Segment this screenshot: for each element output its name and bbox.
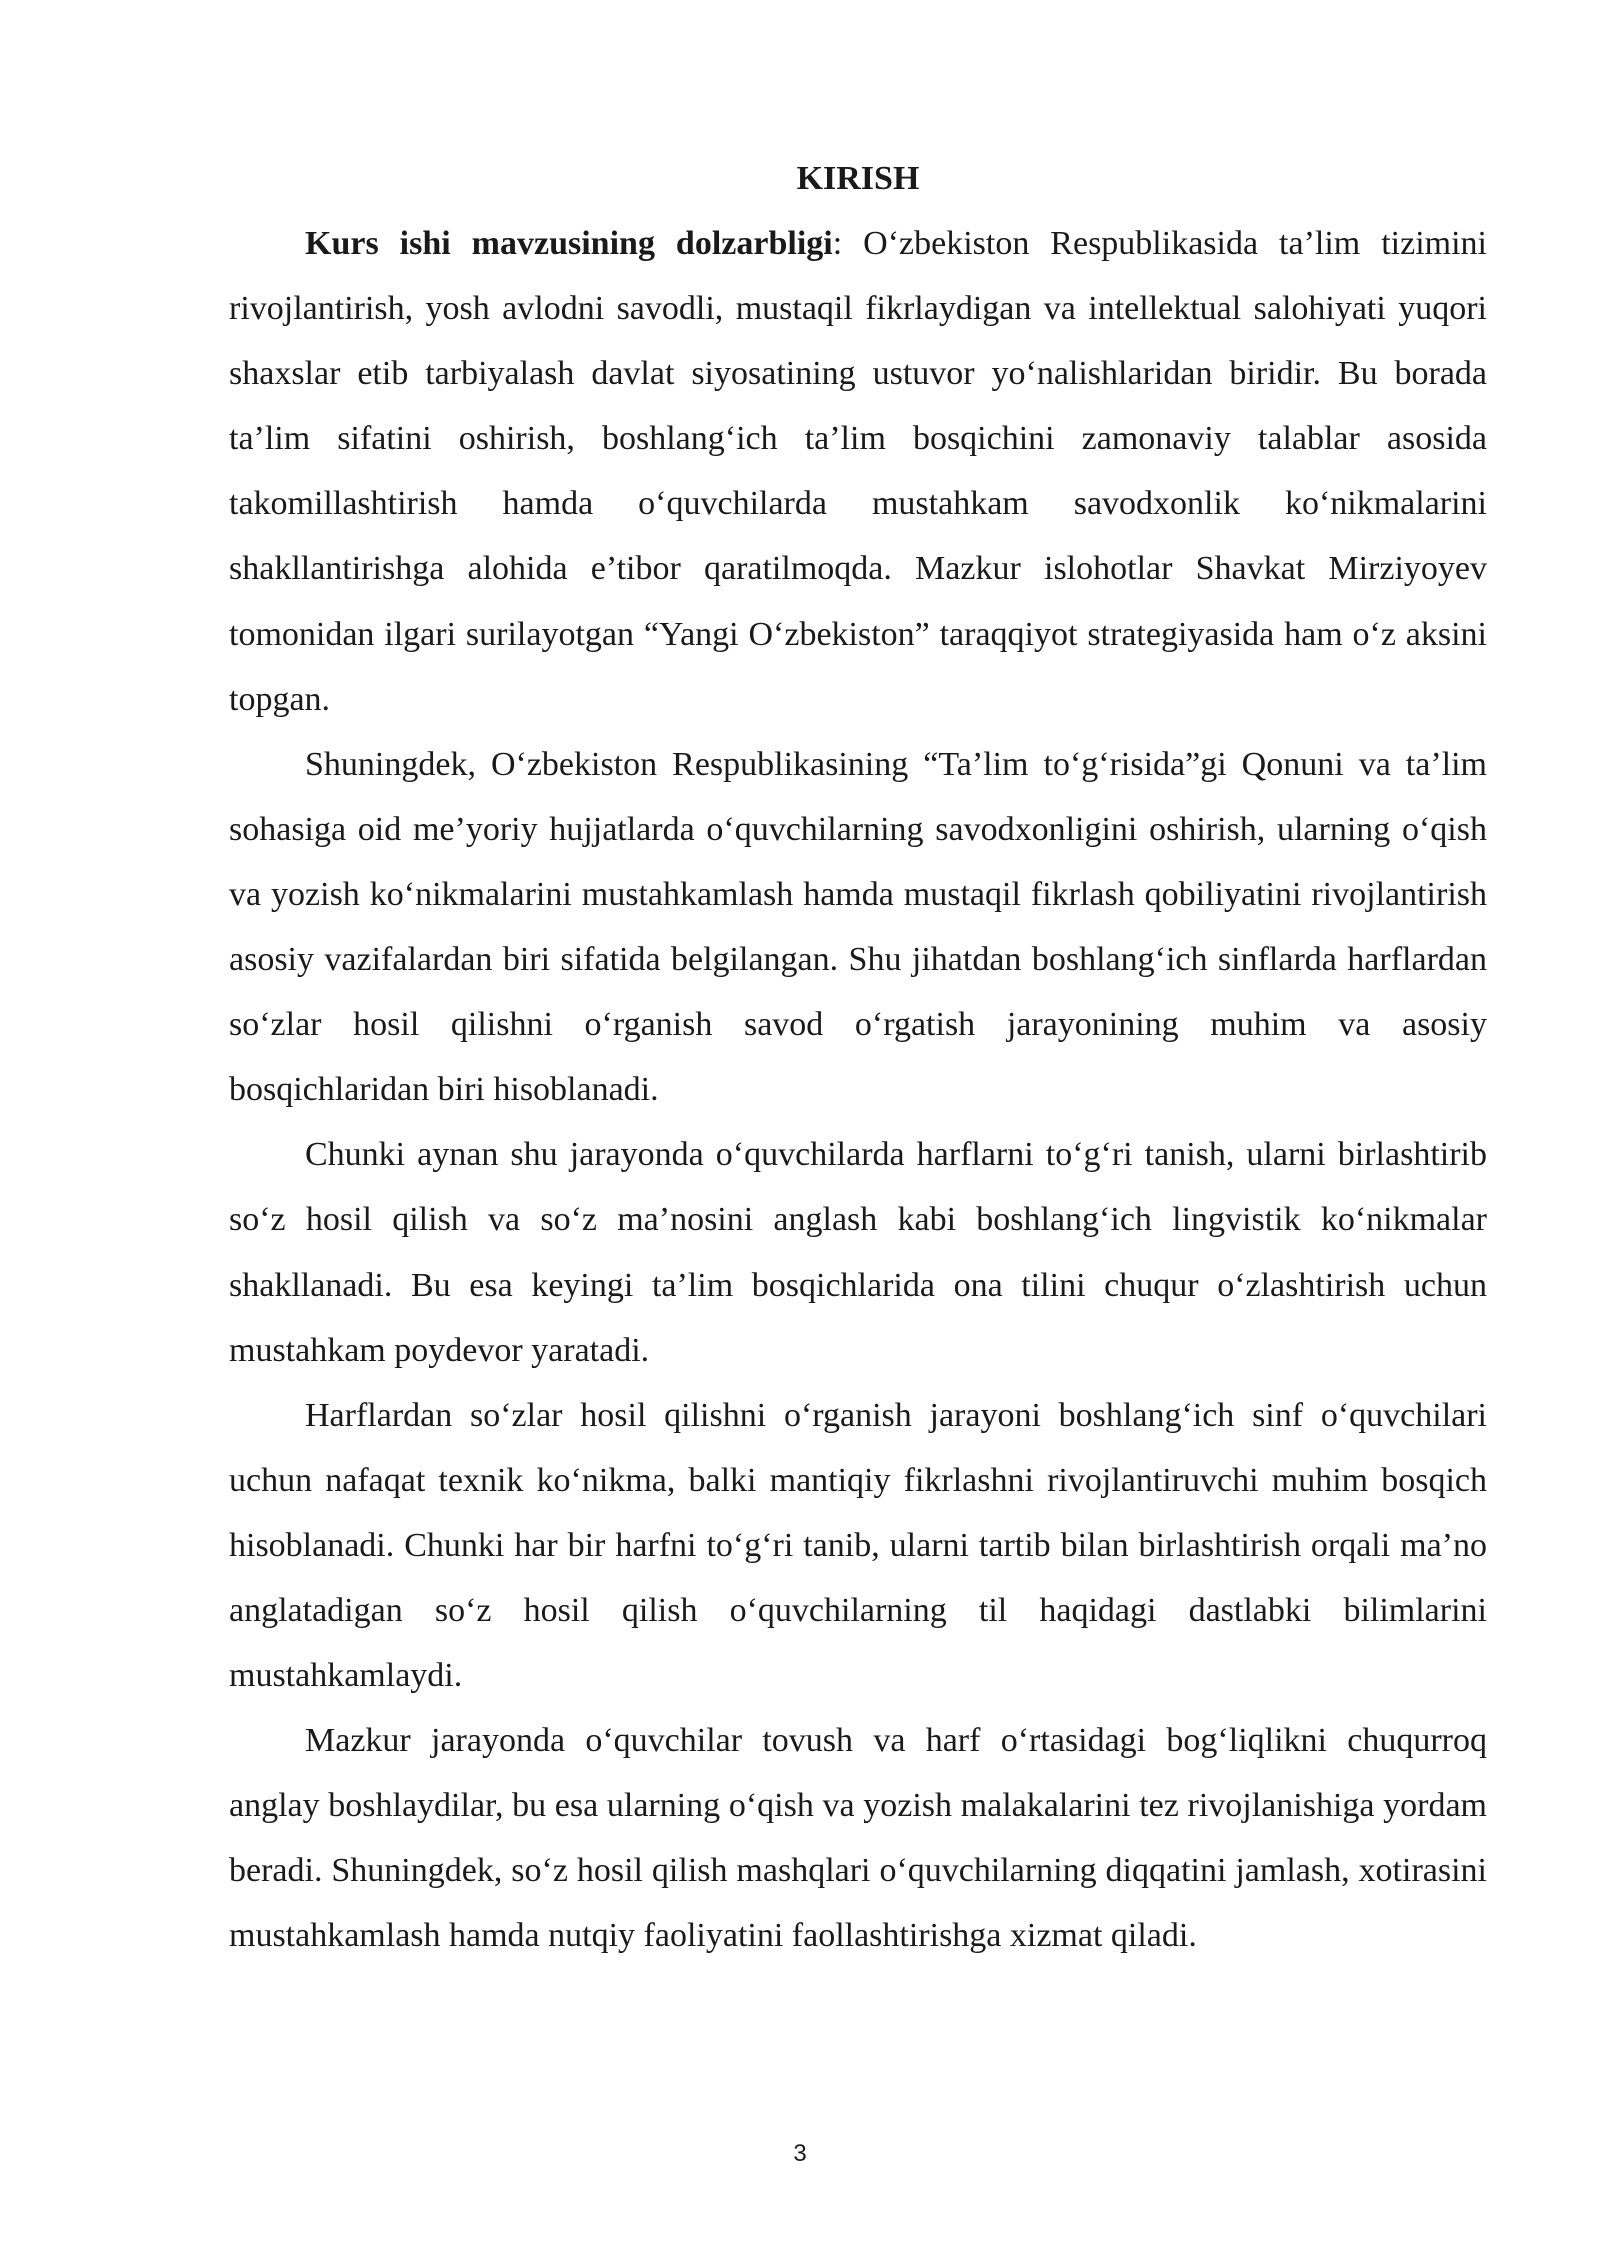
section-heading: KIRISH	[796, 160, 920, 197]
page-content	[229, 146, 1487, 1969]
intro-lead: Kurs ishi mavzusining dolzarbligi	[305, 225, 833, 262]
paragraph-2: Shuningdek, O‘zbekiston Respublikasining “Ta’lim to‘g‘risida”gi Qonuni va ta’lim sohasiga oid me’yoriy hujjatlarda o‘quvchilarning savodxonligini oshirish, ularning o‘qish va yozish ko‘nikmalarini mustahkamlash hamda mustaqil fikrlash qobiliyatini rivojlantirish asosiy vazifalardan biri sifatida belgilangan. Shu jihatdan boshlang‘ich sinflarda harflardan so‘zlar hosil qilishni o‘rganish savod o‘rgatish jarayonining muhim va asosiy bosqichlaridan biri hisoblanadi.	[229, 745, 1487, 1109]
paragraph-4: Harflardan so‘zlar hosil qilishni o‘rganish jarayoni boshlang‘ich sinf o‘quvchilari uchun nafaqat texnik ko‘nikma, balki mantiqiy fikrlashni rivojlantiruvchi muhim bosqich hisoblanadi. Chunki har bir harfni to‘g‘ri tanib, ularni tartib bilan birlashtirish orqali ma’no anglatadigan so‘z hosil qilish o‘quvchilarning til haqidagi dastlabki bilimlarini mustahkamlaydi.	[229, 1396, 1487, 1695]
paragraph-3: Chunki aynan shu jarayonda o‘quvchilarda harflarni to‘g‘ri tanish, ularni birlashtirib so‘z hosil qilish va so‘z ma’nosini anglash kabi boshlang‘ich lingvistik ko‘nikmalar shakllanadi. Bu esa keyingi ta’lim bosqichlarida ona tilini chuqur o‘zlashtirish uchun mustahkam poydevor yaratadi.	[229, 1136, 1487, 1369]
intro-paragraph	[229, 211, 1487, 732]
page-number: 3	[793, 2140, 807, 2167]
paragraph-5: Mazkur jarayonda o‘quvchilar tovush va harf o‘rtasidagi bog‘liqlikni chuqurroq anglay boshlaydilar, bu esa ularning o‘qish va yozish malakalarini tez rivojlanishiga yordam beradi. Shuningdek, so‘z hosil qilish mashqlari o‘quvchilarning diqqatini jamlash, xotirasini mustahkamlash hamda nutqiy faoliyatini faollashtirishga xizmat qiladi.	[229, 1722, 1487, 1955]
intro-text: : O‘zbekiston Respublikasida ta’lim tizimini rivojlantirish, yosh avlodni savodli, mustaqil fikrlaydigan va intellektual salohiyati yuqori shaxslar etib tarbiyalash davlat siyosatining ustuvor yo‘nalishlaridan biridir. Bu borada ta’lim sifatini oshirish, boshlang‘ich ta’lim bosqichini zamonaviy talablar asosida takomillashtirish hamda o‘quvchilarda mustahkam savodxonlik ko‘nikmalarini shakllantirishga alohida e’tibor qaratilmoqda. Mazkur islohotlar Shavkat Mirziyoyev tomonidan ilgari surilayotgan “Yangi O‘zbekiston” taraqqiyot strategiyasida ham o‘z aksini topgan.	[229, 225, 1487, 718]
